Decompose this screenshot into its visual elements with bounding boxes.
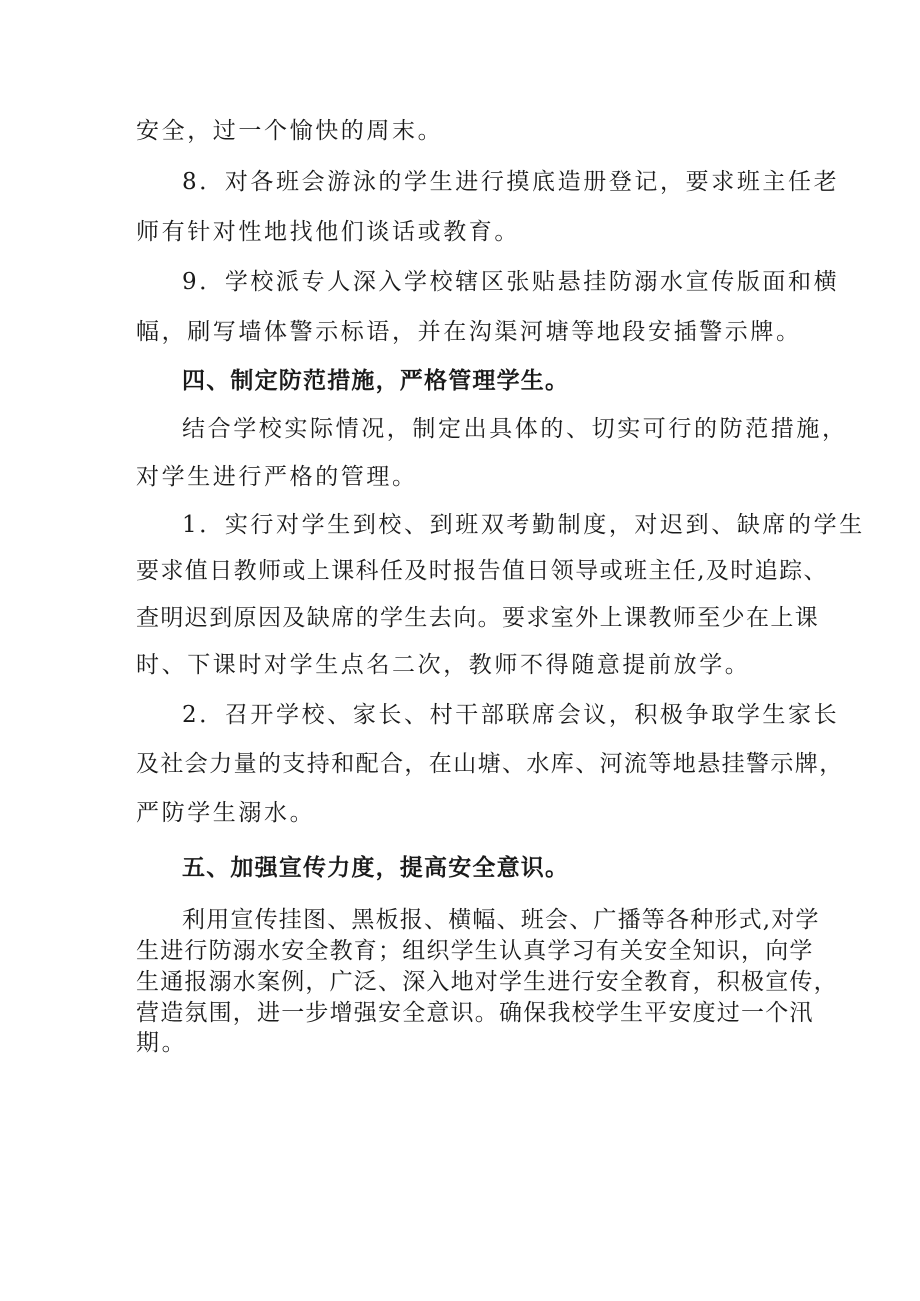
text-line-20: 营造氛围，进一步增强安全意识。确保我校学生平安度过一个汛 [136,1000,814,1026]
text-line-5: 幅，刷写墙体警示标语，并在沟渠河塘等地段安插警示牌。 [136,319,802,345]
text-line-1: 安全，过一个愉快的周末。 [136,118,444,144]
text-line-4: 9．学校派专人深入学校辖区张贴悬挂防溺水宣传版面和横 [182,269,840,295]
text-line-21: 期。 [136,1030,188,1056]
text-line-2: 8．对各班会游泳的学生进行摸底造册登记，要求班主任老 [182,169,840,195]
text-line-9: 1．实行对学生到校、到班双考勤制度，对迟到、缺席的学生 [182,512,865,538]
text-line-19: 生通报溺水案例，广泛、深入地对学生进行安全教育，积极宣传， [136,969,838,995]
text-line-15: 严防学生溺水。 [136,800,316,826]
text-line-3: 师有针对性地找他们谈话或教育。 [136,219,520,245]
text-line-7: 结合学校实际情况，制定出具体的、切实可行的防范措施， [182,416,848,442]
text-line-13: 2．召开学校、家长、村干部联席会议，积极争取学生家长 [182,702,840,728]
section-heading-5: 五、加强宣传力度，提高安全意识。 [182,855,570,881]
text-line-18: 生进行防溺水安全教育；组织学生认真学习有关安全知识，向学 [136,938,814,964]
text-line-11: 查明迟到原因及缺席的学生去向。要求室外上课教师至少在上课 [136,605,820,631]
text-line-12: 时、下课时对学生点名二次，教师不得随意提前放学。 [136,652,751,678]
text-line-17: 利用宣传挂图、黑板报、横幅、班会、广播等各种形式,对学 [182,907,820,933]
text-line-14: 及社会力量的支持和配合，在山塘、水库、河流等地悬挂警示牌， [136,751,844,777]
section-heading-4: 四、制定防范措施，严格管理学生。 [182,368,570,394]
text-line-10: 要求值日教师或上课科任及时报告值日领导或班主任,及时追踪、 [136,558,828,584]
text-line-8: 对学生进行严格的管理。 [136,464,418,490]
